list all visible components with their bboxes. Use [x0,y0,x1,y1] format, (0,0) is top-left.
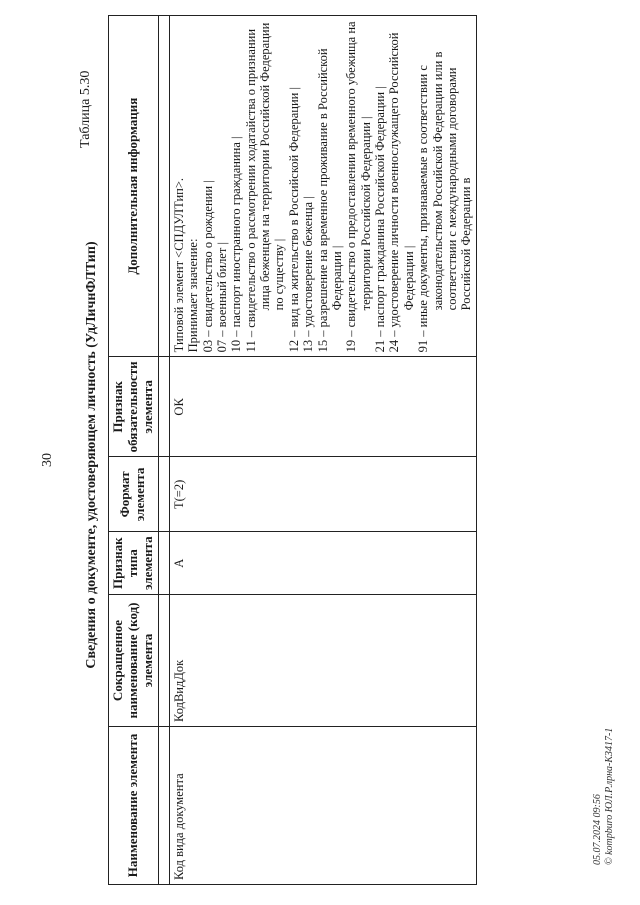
page-number: 30 [40,453,55,467]
list-item: 91 – иные документы, признаваемые в соответствии с законодательством Российской Федерации или в соответствии с международными договорами Российской Федерации в [416,51,474,353]
cell-code: КодВидДок [169,595,476,727]
table-header-row [109,16,159,885]
list-item: 07 – военный билет | [214,242,229,353]
table-label: Таблица 5.30 [78,70,93,148]
info-intro: Типовой элемент <СПДУЛТип>. [171,177,186,353]
cell-name: Код вида документа [169,727,476,885]
header-element-required: Признак обязательности элемента [109,357,159,457]
header-element-type: Признак типа элемента [109,532,159,595]
table-caption: Сведения о документе, удостоверяющем личность (УдЛичнФЛТип) [84,241,99,669]
info-label: Принимает значение: [186,238,201,353]
list-item: 24 – удостоверение личности военнослужащего Российской Федерации | [387,32,416,353]
list-item: 03 – свидетельство о рождении | [200,180,215,353]
table-spacer-row [158,16,169,885]
stamp-id: © kompburo ЮЛ.Р.лрна-КЗ417-1 [603,727,615,865]
cell-type: А [169,532,476,595]
header-element-format: Формат элемента [109,457,159,532]
table-row [169,16,476,885]
header-additional-info: Дополнительная информация [109,16,159,357]
list-item: 13 – удостоверение беженца | [301,196,316,353]
cell-required: ОК [169,357,476,457]
info-values-list [201,20,474,352]
header-element-name: Наименование элемента [109,727,159,885]
list-item: 10 – паспорт иностранного гражданина | [229,136,244,353]
cell-format: T(=2) [169,457,476,532]
stamp-date: 05.07.2024 09:56 [592,794,603,865]
list-item: 12 – вид на жительство в Российской Федерации | [286,87,301,353]
list-item: 21 – паспорт гражданина Российской Федерации | [373,86,388,353]
header-element-code: Сокращенное наименование (код) элемента [109,595,159,727]
spec-table [108,15,477,885]
list-item: 15 – разрешение на временное проживание в Российской Федерации | [315,48,344,353]
signature-stamp [592,728,615,865]
cell-info [169,16,476,357]
list-item: 19 – свидетельство о предоставлении временного убежища на территории Российской Федерации | [344,21,373,353]
list-item: 11 – свидетельство о рассмотрении ходатайства о признании лица беженцем на территории Российской Федерации по существу | [243,22,287,353]
